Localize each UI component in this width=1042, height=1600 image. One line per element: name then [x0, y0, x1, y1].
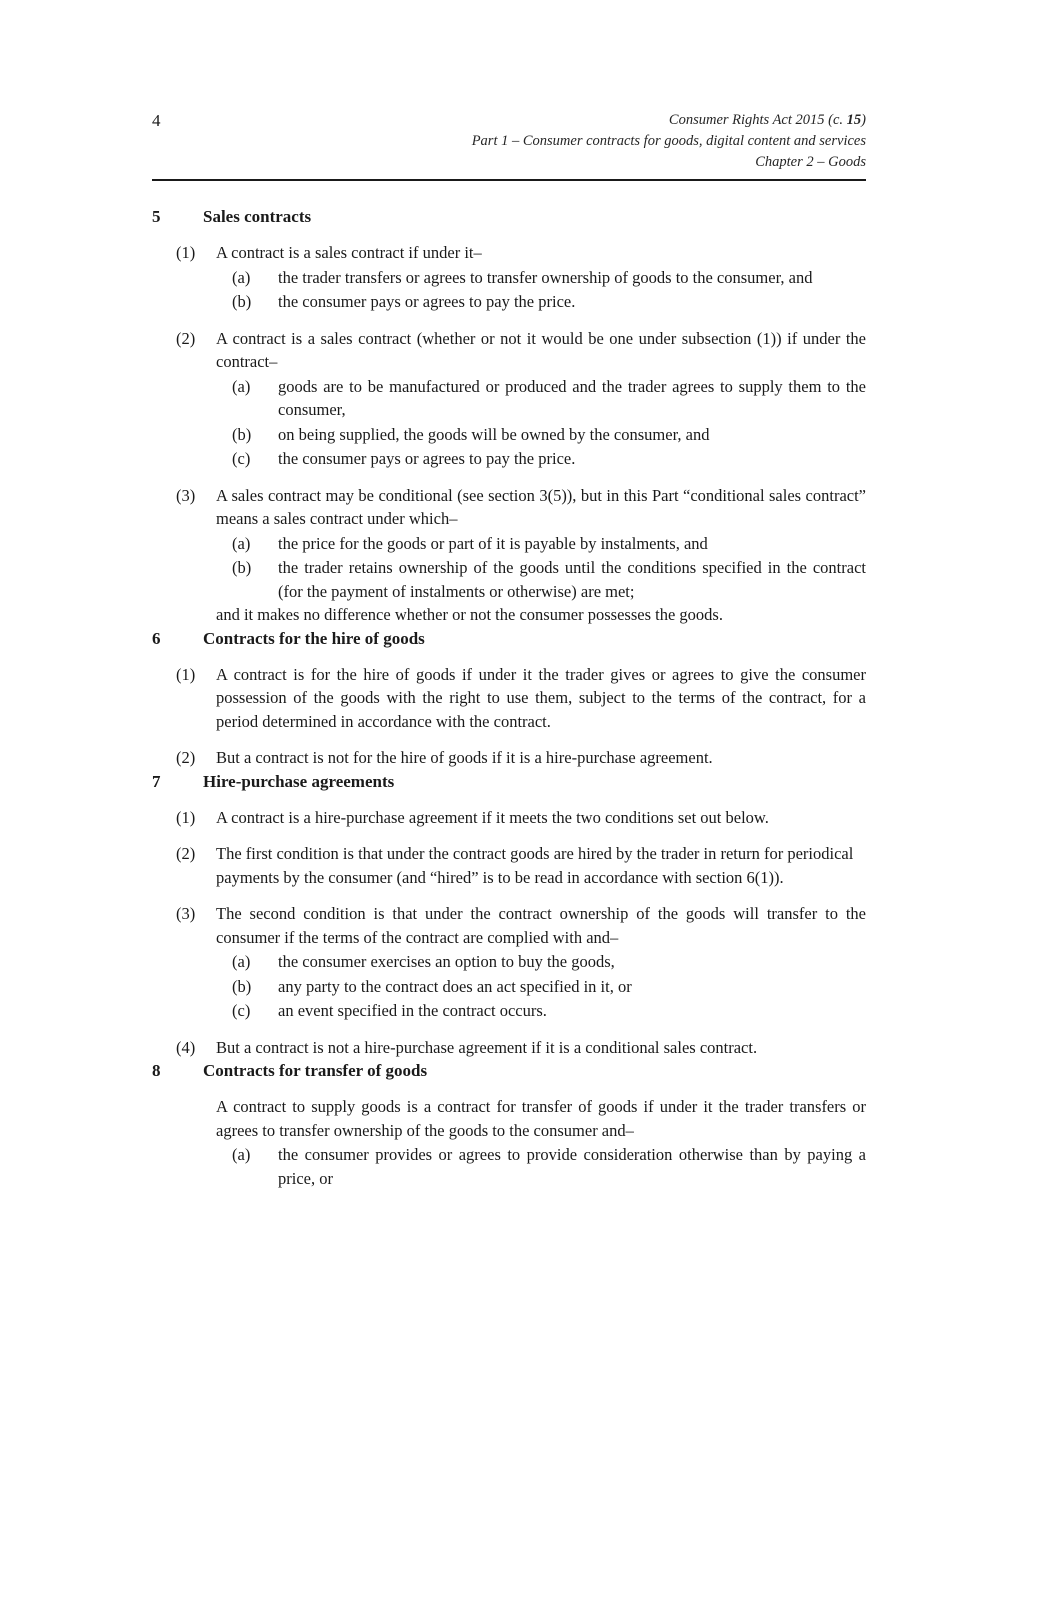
- paragraph: [152, 266, 866, 290]
- subsection: [152, 746, 866, 770]
- section-title: Hire-purchase agreements: [203, 771, 395, 791]
- paragraph: [152, 423, 866, 447]
- subsection: [152, 1036, 866, 1060]
- section-7: [152, 770, 866, 1060]
- section-number: 8: [152, 1061, 161, 1080]
- header-citation-block: [161, 110, 867, 173]
- subsection: [152, 327, 866, 374]
- section-heading: [152, 770, 866, 793]
- section-heading: [152, 627, 866, 650]
- subsection: [152, 484, 866, 531]
- section-5: [152, 205, 866, 627]
- subsection-number: (2): [176, 748, 196, 767]
- section-title: Sales contracts: [203, 207, 312, 226]
- paragraph-number: (a): [232, 952, 251, 971]
- subsection-closing-text: and it makes no difference whether or not the consumer possesses the goods.: [216, 605, 723, 624]
- subsection-number: (2): [176, 844, 196, 863]
- section-6: [152, 627, 866, 770]
- paragraph-number: (b): [232, 976, 252, 996]
- paragraph-text: the consumer pays or agrees to pay the price.: [278, 449, 576, 468]
- header-rule: [152, 179, 866, 181]
- section-title: Contracts for transfer of goods: [203, 1061, 428, 1080]
- paragraph: [152, 1143, 866, 1190]
- subsection-text: A contract is a hire-purchase agreement if it meets the two conditions set out below.: [216, 807, 769, 827]
- act-title-text: Consumer Rights Act 2015 (c.: [668, 112, 847, 128]
- paragraph: [152, 999, 866, 1023]
- subsection-text: A sales contract may be conditional (see section 3(5)), but in this Part “conditional sales contract” means a sales contract under which–: [216, 485, 866, 528]
- subsection-number: (1): [176, 807, 196, 827]
- paragraph-text: an event specified in the contract occurs.: [278, 1001, 547, 1020]
- subsection-number: (4): [176, 1037, 196, 1057]
- paragraph-number: (a): [232, 533, 251, 553]
- subsection: [152, 241, 866, 265]
- paragraph-number: (c): [232, 1001, 251, 1020]
- act-title-close: ): [861, 112, 866, 128]
- header-chapter-line: Chapter 2 – Goods: [755, 154, 866, 170]
- subsection-text: A contract is a sales contract (whether or not it would be one under subsection (1)) if under the contract–: [216, 328, 866, 371]
- paragraph: [152, 532, 866, 556]
- paragraph-number: (c): [232, 449, 251, 468]
- section-heading: [152, 205, 866, 228]
- subsection-text: The first condition is that under the contract goods are hired by the trader in return for periodical payments by the consumer (and “hired” is to be read in accordance with section 6(1)).: [216, 844, 854, 887]
- subsection-number: (1): [176, 664, 196, 684]
- paragraph-text: on being supplied, the goods will be owned by the consumer, and: [278, 424, 710, 444]
- paragraph: [152, 375, 866, 422]
- section-8: [152, 1059, 866, 1190]
- subsection: [152, 842, 866, 889]
- paragraph-text: the price for the goods or part of it is payable by instalments, and: [278, 533, 708, 553]
- act-chapter-number: 15: [846, 112, 862, 128]
- paragraph-text: the consumer provides or agrees to provide consideration otherwise than by paying a price, or: [278, 1145, 866, 1188]
- subsection-number: (3): [176, 904, 196, 923]
- subsection-text: A contract is for the hire of goods if under it the trader gives or agrees to give the consumer possession of the goods with the right to use them, subject to the terms of the contract, for a period determined in accordance with the contract.: [216, 664, 866, 731]
- paragraph-number: (a): [232, 267, 251, 287]
- section-number: 6: [152, 628, 161, 648]
- subsection-text: The second condition is that under the contract ownership of the goods will transfer to the consumer if the terms of the contract are complied with and–: [216, 904, 866, 947]
- subsection-number: (2): [176, 328, 196, 348]
- paragraph-text: the trader transfers or agrees to transfer ownership of goods to the consumer, and: [278, 267, 813, 287]
- subsection: [152, 663, 866, 734]
- paragraph-text: the consumer pays or agrees to pay the price.: [278, 292, 576, 311]
- paragraph-text: the trader retains ownership of the goods until the conditions specified in the contract (for the payment of instalments or otherwise) are met;: [278, 558, 866, 601]
- subsection-text: But a contract is not for the hire of goods if it is a hire-purchase agreement.: [216, 748, 713, 767]
- paragraph-number: (b): [232, 424, 252, 444]
- subsection-number: (1): [176, 243, 196, 262]
- paragraph-text: any party to the contract does an act specified in it, or: [278, 976, 632, 996]
- subsection-number: (3): [176, 485, 196, 505]
- subsection: [152, 902, 866, 949]
- subsection-text: But a contract is not a hire-purchase agreement if it is a conditional sales contract.: [216, 1037, 758, 1057]
- section-heading: [152, 1059, 866, 1082]
- page-header: [152, 110, 866, 173]
- paragraph-text: the consumer exercises an option to buy the goods,: [278, 952, 615, 971]
- header-act-title: [161, 110, 867, 131]
- subsection: [152, 806, 866, 830]
- paragraph-text: goods are to be manufactured or produced and the trader agrees to supply them to the consumer,: [278, 376, 866, 419]
- page-content: [152, 205, 866, 1190]
- paragraph-number: (b): [232, 558, 252, 577]
- subsection-text: A contract is a sales contract if under it–: [216, 243, 482, 262]
- section-title: Contracts for the hire of goods: [203, 628, 425, 648]
- paragraph: [152, 556, 866, 603]
- page-number: 4: [152, 111, 161, 130]
- section-number: 7: [152, 771, 161, 791]
- paragraph: [152, 950, 866, 974]
- paragraph: [152, 290, 866, 314]
- header-part-line: Part 1 – Consumer contracts for goods, digital content and services: [471, 133, 866, 149]
- paragraph: [152, 975, 866, 999]
- section-number: 5: [152, 207, 161, 226]
- section-lead-text: A contract to supply goods is a contract for transfer of goods if under it the trader transfers or agrees to transfer ownership of the goods to the consumer and–: [216, 1097, 866, 1140]
- paragraph-number: (b): [232, 292, 252, 311]
- paragraph-number: (a): [232, 1145, 251, 1164]
- paragraph: [152, 447, 866, 471]
- paragraph-number: (a): [232, 376, 251, 396]
